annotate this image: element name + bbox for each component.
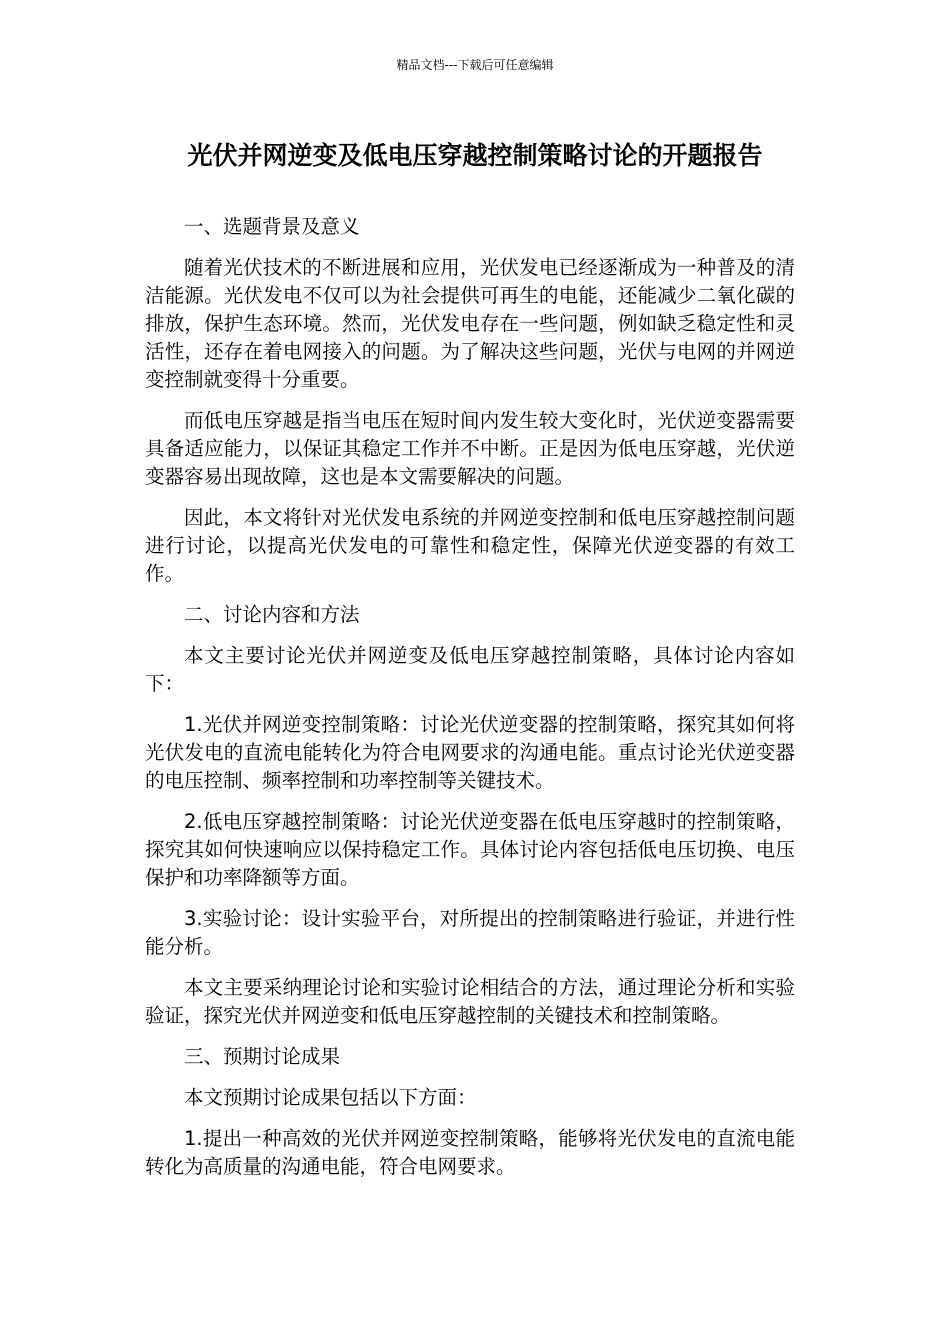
paragraph: 本文主要讨论光伏并网逆变及低电压穿越控制策略，具体讨论内容如下：: [145, 644, 795, 695]
page-header: 精品文档---下载后可任意编辑: [396, 58, 554, 72]
document-title: 光伏并网逆变及低电压穿越控制策略讨论的开题报告: [187, 141, 763, 170]
list-item-paragraph: 1.光伏并网逆变控制策略：讨论光伏逆变器的控制策略，探究其如何将光伏发电的直流电能转化为符合电网要求的沟通电能。重点讨论光伏逆变器的电压控制、频率控制和功率控制等关键技术。: [145, 713, 795, 792]
paragraph: 而低电压穿越是指当电压在短时间内发生较大变化时，光伏逆变器需要具备适应能力，以保证其稳定工作并不中断。正是因为低电压穿越，光伏逆变器容易出现故障，这也是本文需要解决的问题。: [145, 409, 795, 488]
paragraph: 本文预期讨论成果包括以下方面：: [184, 1086, 477, 1109]
list-item-paragraph: 1.提出一种高效的光伏并网逆变控制策略，能够将光伏发电的直流电能转化为高质量的沟通电能，符合电网要求。: [145, 1127, 795, 1178]
list-item-paragraph: 3.实验讨论：设计实验平台，对所提出的控制策略进行验证，并进行性能分析。: [145, 907, 795, 958]
section-heading-expected-results: 三、预期讨论成果: [184, 1045, 341, 1068]
section-heading-content-methods: 二、讨论内容和方法: [184, 603, 360, 626]
document-body: [145, 213, 795, 1194]
section-heading-background: 一、选题背景及意义: [184, 215, 360, 238]
paragraph: 本文主要采纳理论讨论和实验讨论相结合的方法，通过理论分析和实验验证，探究光伏并网逆变和低电压穿越控制的关键技术和控制策略。: [145, 976, 795, 1027]
list-item-paragraph: 2.低电压穿越控制策略：讨论光伏逆变器在低电压穿越时的控制策略，探究其如何快速响应以保持稳定工作。具体讨论内容包括低电压切换、电压保护和功率降额等方面。: [145, 810, 795, 889]
paragraph: 因此，本文将针对光伏发电系统的并网逆变控制和低电压穿越控制问题进行讨论，以提高光伏发电的可靠性和稳定性，保障光伏逆变器的有效工作。: [145, 506, 795, 585]
paragraph: 随着光伏技术的不断进展和应用，光伏发电已经逐渐成为一种普及的清洁能源。光伏发电不仅可以为社会提供可再生的电能，还能减少二氧化碳的排放，保护生态环境。然而，光伏发电存在一些问题，例如缺乏稳定性和灵活性，还存在着电网接入的问题。为了解决这些问题，光伏与电网的并网逆变控制就变得十分重要。: [145, 256, 795, 391]
